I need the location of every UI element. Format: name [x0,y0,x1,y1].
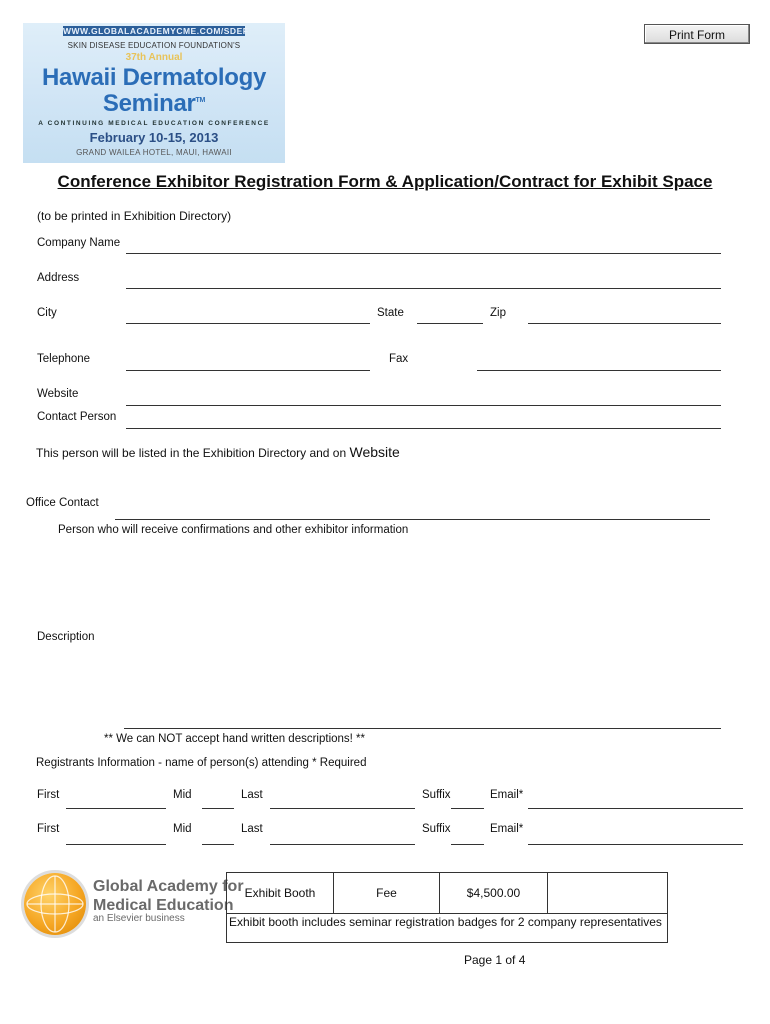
middle-initial-field[interactable] [202,808,234,809]
mid-label: Mid [173,823,192,835]
banner-org: SKIN DISEASE EDUCATION FOUNDATION'S [67,41,241,50]
telephone-field[interactable] [126,370,370,371]
fee-label-cell: Fee [334,873,440,913]
globe-logo-icon [24,873,86,935]
website-field[interactable] [126,405,721,406]
office-contact-note: Person who will receive confirmations and other exhibitor information [58,524,409,536]
first-name-field[interactable] [66,808,166,809]
booth-note: Exhibit booth includes seminar registration badges for 2 company representatives [227,913,667,944]
seminar-banner [23,23,285,163]
logo-name [93,877,244,915]
listing-note-emph: Website [349,444,400,460]
address-field[interactable] [126,288,721,289]
first-name-field[interactable] [66,844,166,845]
last-name-field[interactable] [270,844,415,845]
state-field[interactable] [417,323,483,324]
last-label: Last [241,823,263,835]
banner-subtitle: A CONTINUING MEDICAL EDUCATION CONFERENCE [38,120,270,127]
registrants-heading: Registrants Information - name of person(s) attending * Required [36,757,367,769]
email-label: Email* [490,823,524,835]
banner-title-line2: Seminar™ [102,90,206,117]
banner-url: WWW.GLOBALACADEMYCME.COM/SDEF [63,26,249,36]
banner-venue: GRAND WAILEA HOTEL, MAUI, HAWAII [76,148,232,157]
fax-label: Fax [389,353,409,365]
listing-note: This person will be listed in the Exhibition Directory and on Website [36,444,400,460]
zip-label: Zip [490,307,506,319]
suffix-label: Suffix [422,823,451,835]
email-field[interactable] [528,844,743,845]
handwritten-warning: ** We can NOT accept hand written descriptions! ** [104,733,366,745]
logo-name-line1: Global Academy for [93,878,244,895]
directory-note: (to be printed in Exhibition Directory) [37,209,232,223]
last-label: Last [241,789,263,801]
city-field[interactable] [126,323,370,324]
telephone-label: Telephone [37,353,91,365]
first-label: First [37,789,60,801]
suffix-field[interactable] [451,808,484,809]
logo-name-line2: Medical Education [93,897,234,914]
fee-amount-cell: $4,500.00 [440,873,548,913]
company-name-label: Company Name [37,237,121,249]
state-label: State [377,307,404,319]
booth-item-cell: Exhibit Booth [227,873,334,913]
email-label: Email* [490,789,524,801]
description-label: Description [37,631,95,643]
office-contact-label: Office Contact [26,497,99,509]
banner-title-line1: Hawaii Dermatology [42,64,266,91]
form-title: Conference Exhibitor Registration Form & Application/Contract for Exhibit Space [57,172,713,191]
middle-initial-field[interactable] [202,844,234,845]
contact-person-label: Contact Person [37,411,117,423]
zip-field[interactable] [528,323,721,324]
trademark-mark: TM [195,97,206,104]
logo-tagline: an Elsevier business [93,913,185,924]
email-field[interactable] [528,808,743,809]
banner-annual: 37th Annual [125,52,183,63]
mid-label: Mid [173,789,192,801]
fax-field[interactable] [477,370,721,371]
office-contact-field[interactable] [115,519,710,520]
city-label: City [37,307,57,319]
website-label: Website [37,388,79,400]
first-label: First [37,823,60,835]
last-name-field[interactable] [270,808,415,809]
banner-dates: February 10-15, 2013 [89,130,219,145]
booth-fee-table [226,872,668,943]
suffix-field[interactable] [451,844,484,845]
description-field[interactable] [124,728,721,729]
company-name-field[interactable] [126,253,721,254]
suffix-label: Suffix [422,789,451,801]
contact-person-field[interactable] [126,428,721,429]
print-form-button[interactable]: Print Form [644,24,750,44]
page-number: Page 1 of 4 [464,953,526,967]
address-label: Address [37,272,80,284]
